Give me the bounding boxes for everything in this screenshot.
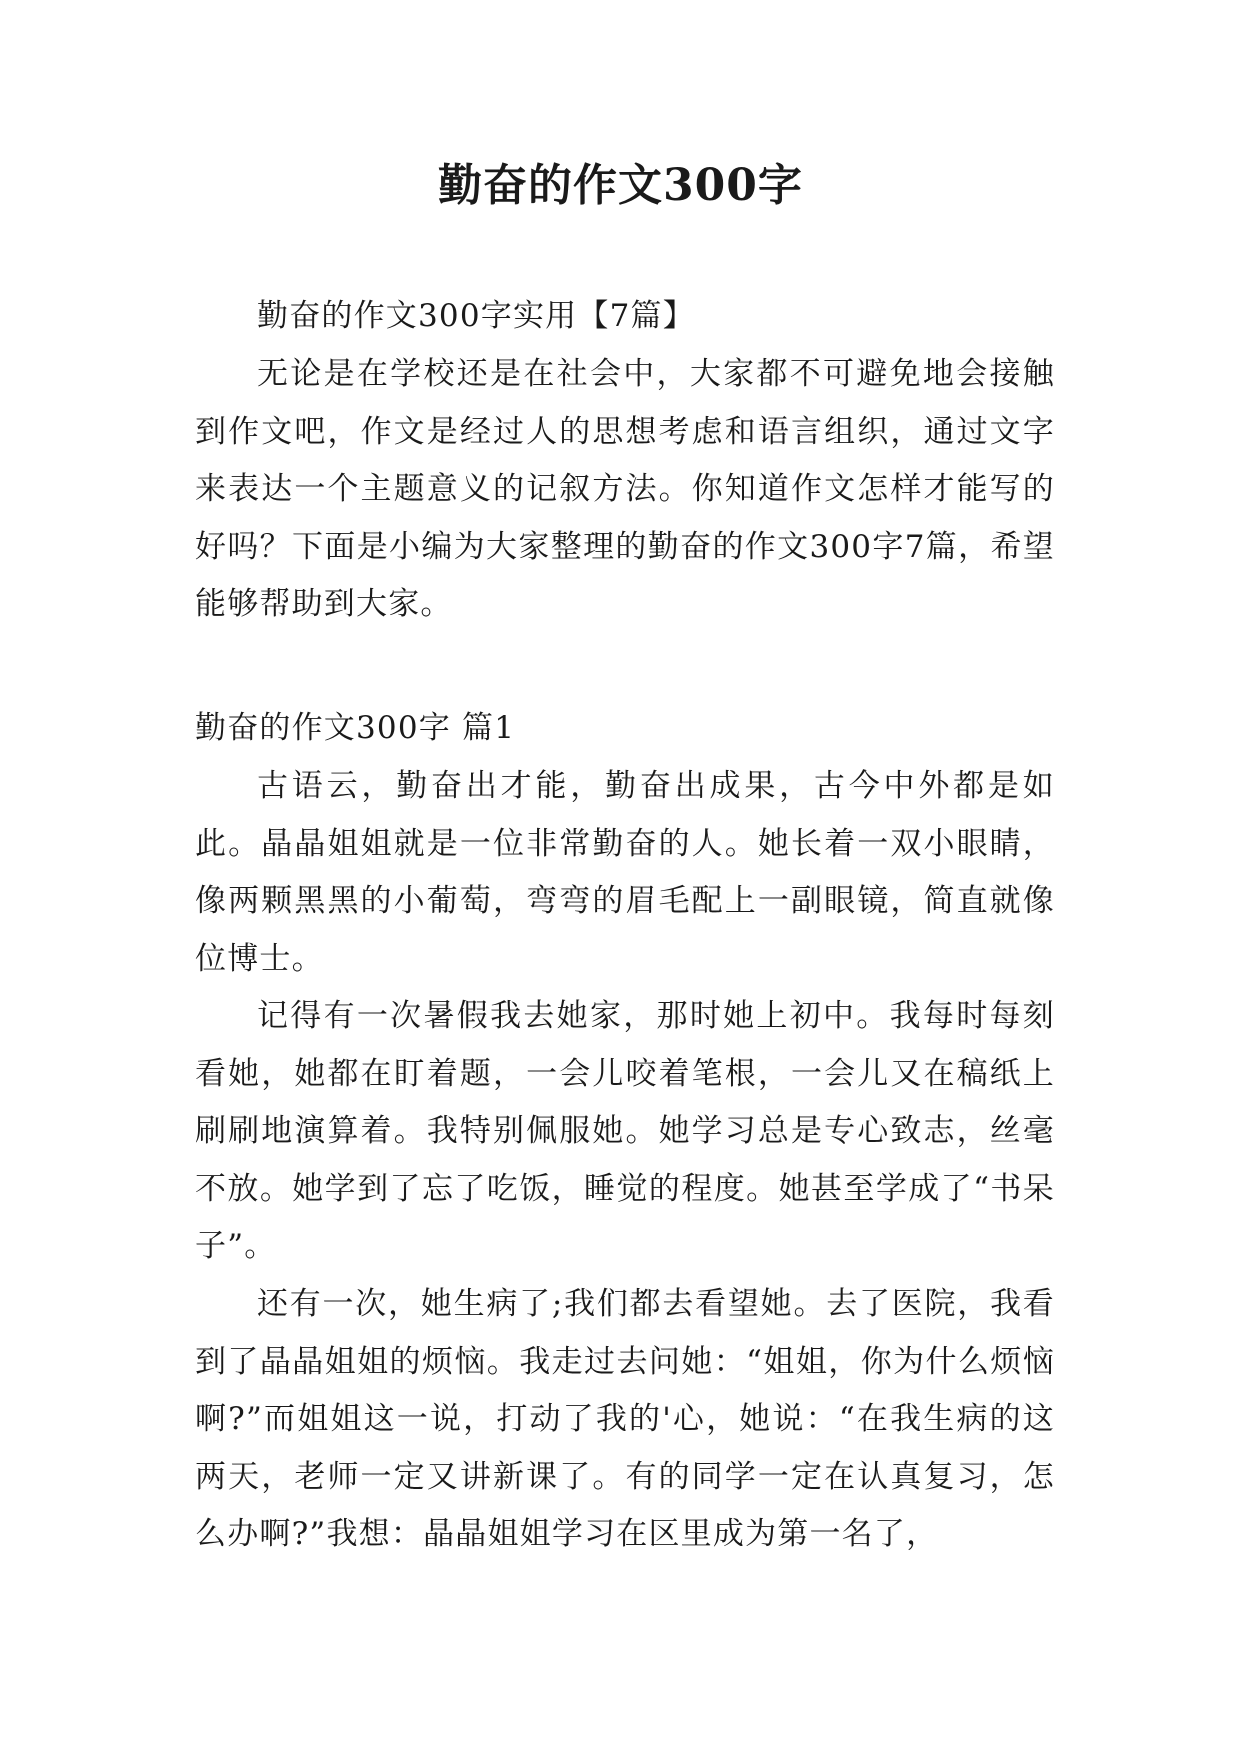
document-subtitle: 勤奋的作文300字实用【7篇】	[257, 298, 695, 334]
document-title: 勤奋的作文300字	[438, 160, 803, 211]
body-paragraph: 古语云，勤奋出才能，勤奋出成果，古今中外都是如此。晶晶姐姐就是一位非常勤奋的人。她长着一双小眼睛，像两颗黑黑的小葡萄，弯弯的眉毛配上一副眼镜，简直就像位博士。	[195, 768, 1055, 977]
intro-paragraph: 无论是在学校还是在社会中，大家都不可避免地会接触到作文吧，作文是经过人的思想考虑和语言组织，通过文字来表达一个主题意义的记叙方法。你知道作文怎样才能写的好吗？下面是小编为大家整理的勤奋的作文300字7篇，希望能够帮助到大家。	[195, 356, 1055, 622]
body-paragraph: 还有一次，她生病了;我们都去看望她。去了医院，我看到了晶晶姐姐的烦恼。我走过去问她：“姐姐，你为什么烦恼啊?”而姐姐这一说，打动了我的'心，她说：“在我生病的这两天，老师一定又讲新课了。有的同学一定在认真复习，怎么办啊?”我想：晶晶姐姐学习在区里成为第一名了，	[195, 1286, 1055, 1552]
body-paragraph: 记得有一次暑假我去她家，那时她上初中。我每时每刻看她，她都在盯着题，一会儿咬着笔根，一会儿又在稿纸上刷刷地演算着。我特别佩服她。她学习总是专心致志，丝毫不放。她学到了忘了吃饭，睡觉的程度。她甚至学成了“书呆子”。	[195, 998, 1055, 1264]
section-heading: 勤奋的作文300字 篇1	[195, 710, 516, 746]
